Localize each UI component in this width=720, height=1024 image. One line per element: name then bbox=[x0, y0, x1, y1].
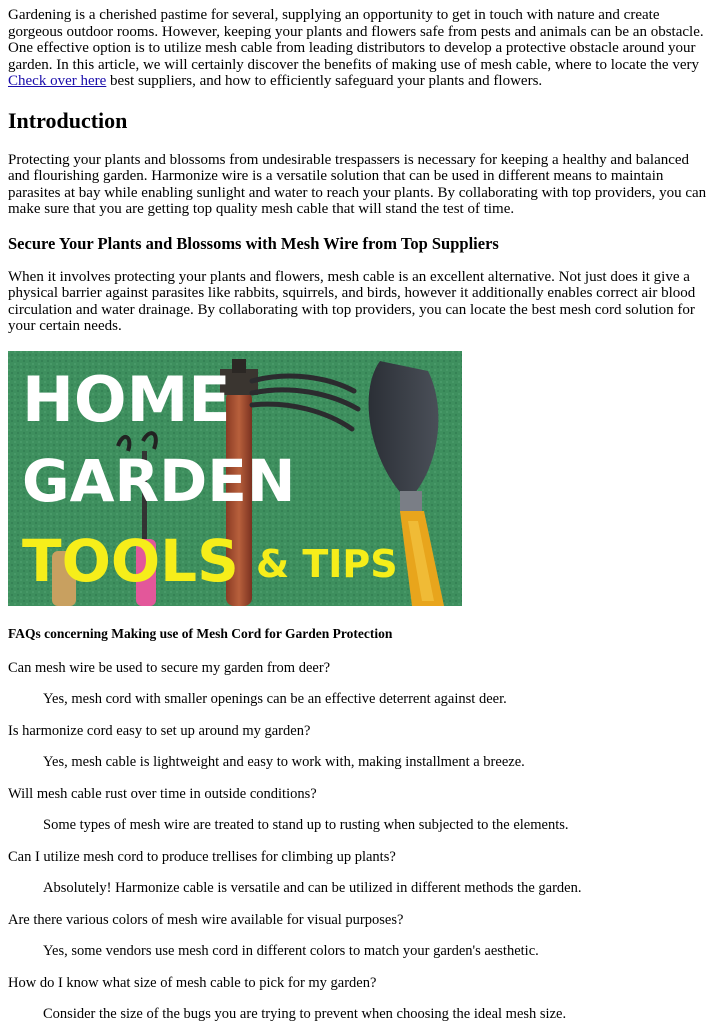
intro-text-before-link: Gardening is a cherished pastime for several, supplying an opportunity to get in touch with nature and create gorgeous outdoor rooms. However, keeping your plants and flowers safe from pests and animals can be an obstacle. One effective option is to utilize mesh cable from leading distributors to develop a protective obstacle around your garden. In this article, we will certainly discover the benefits of making use of mesh cable, where to locate the very bbox=[8, 7, 704, 73]
faq-answer: Absolutely! Harmonize cable is versatile and can be utilized in different methods the garden. bbox=[43, 880, 582, 896]
article bbox=[0, 7, 720, 1023]
faq-answer: Some types of mesh wire are treated to stand up to rusting when subjected to the elements. bbox=[43, 817, 569, 833]
faq-question: Can I utilize mesh cord to produce trellises for climbing up plants? bbox=[8, 848, 396, 865]
intro-paragraph bbox=[8, 7, 712, 90]
introduction-paragraph: Protecting your plants and blossoms from undesirable trespassers is necessary for keeping a healthy and balanced and flourishing garden. Harmonize wire is a versatile solution that can be used in different means to maintain parasites at bay while enabling sunlight and water to reach your plants. By collaborating with top providers, you can make sure that you are getting top quality mesh cable that will stand the test of time. bbox=[8, 151, 707, 217]
image-text-tools: TOOLS bbox=[22, 526, 239, 595]
faq-question: Can mesh wire be used to secure my garden from deer? bbox=[8, 659, 331, 676]
check-over-here-link[interactable]: Check over here bbox=[8, 73, 107, 89]
secure-plants-paragraph: When it involves protecting your plants and flowers, mesh cable is an excellent alternative. Not just does it give a physical barrier against parasites like rabbits, squirrels, and birds, however it additionally enables correct air blood circulation and water drainage. By collaborating with top providers, you can locate the best mesh cord solution for your certain needs. bbox=[8, 268, 696, 334]
faq-question: How do I know what size of mesh cable to pick for my garden? bbox=[8, 974, 377, 991]
faq-answer: Consider the size of the bugs you are trying to prevent when choosing the ideal mesh size. bbox=[43, 1006, 567, 1022]
faq-question: Will mesh cable rust over time in outside conditions? bbox=[8, 785, 317, 802]
introduction-heading: Introduction bbox=[8, 107, 128, 133]
image-text-tips: & TIPS bbox=[256, 541, 398, 586]
faq-answer: Yes, some vendors use mesh cord in different colors to match your garden's aesthetic. bbox=[43, 943, 539, 959]
faq-question: Is harmonize cord easy to set up around my garden? bbox=[8, 722, 311, 739]
faq-list bbox=[8, 660, 712, 1023]
faq-answer: Yes, mesh cord with smaller openings can be an effective deterrent against deer. bbox=[43, 691, 507, 707]
home-garden-tools-image bbox=[8, 351, 462, 606]
secure-plants-heading: Secure Your Plants and Blossoms with Mesh Wire from Top Suppliers bbox=[8, 233, 499, 253]
faq-question: Are there various colors of mesh wire available for visual purposes? bbox=[8, 911, 404, 928]
image-text-garden: GARDEN bbox=[22, 446, 296, 515]
intro-text-after-link: best suppliers, and how to efficiently safeguard your plants and flowers. bbox=[106, 73, 543, 89]
faq-answer: Yes, mesh cable is lightweight and easy to work with, making installment a breeze. bbox=[43, 754, 525, 770]
image-text-home: HOME bbox=[22, 362, 231, 436]
faq-heading: FAQs concerning Making use of Mesh Cord for Garden Protection bbox=[8, 625, 393, 641]
